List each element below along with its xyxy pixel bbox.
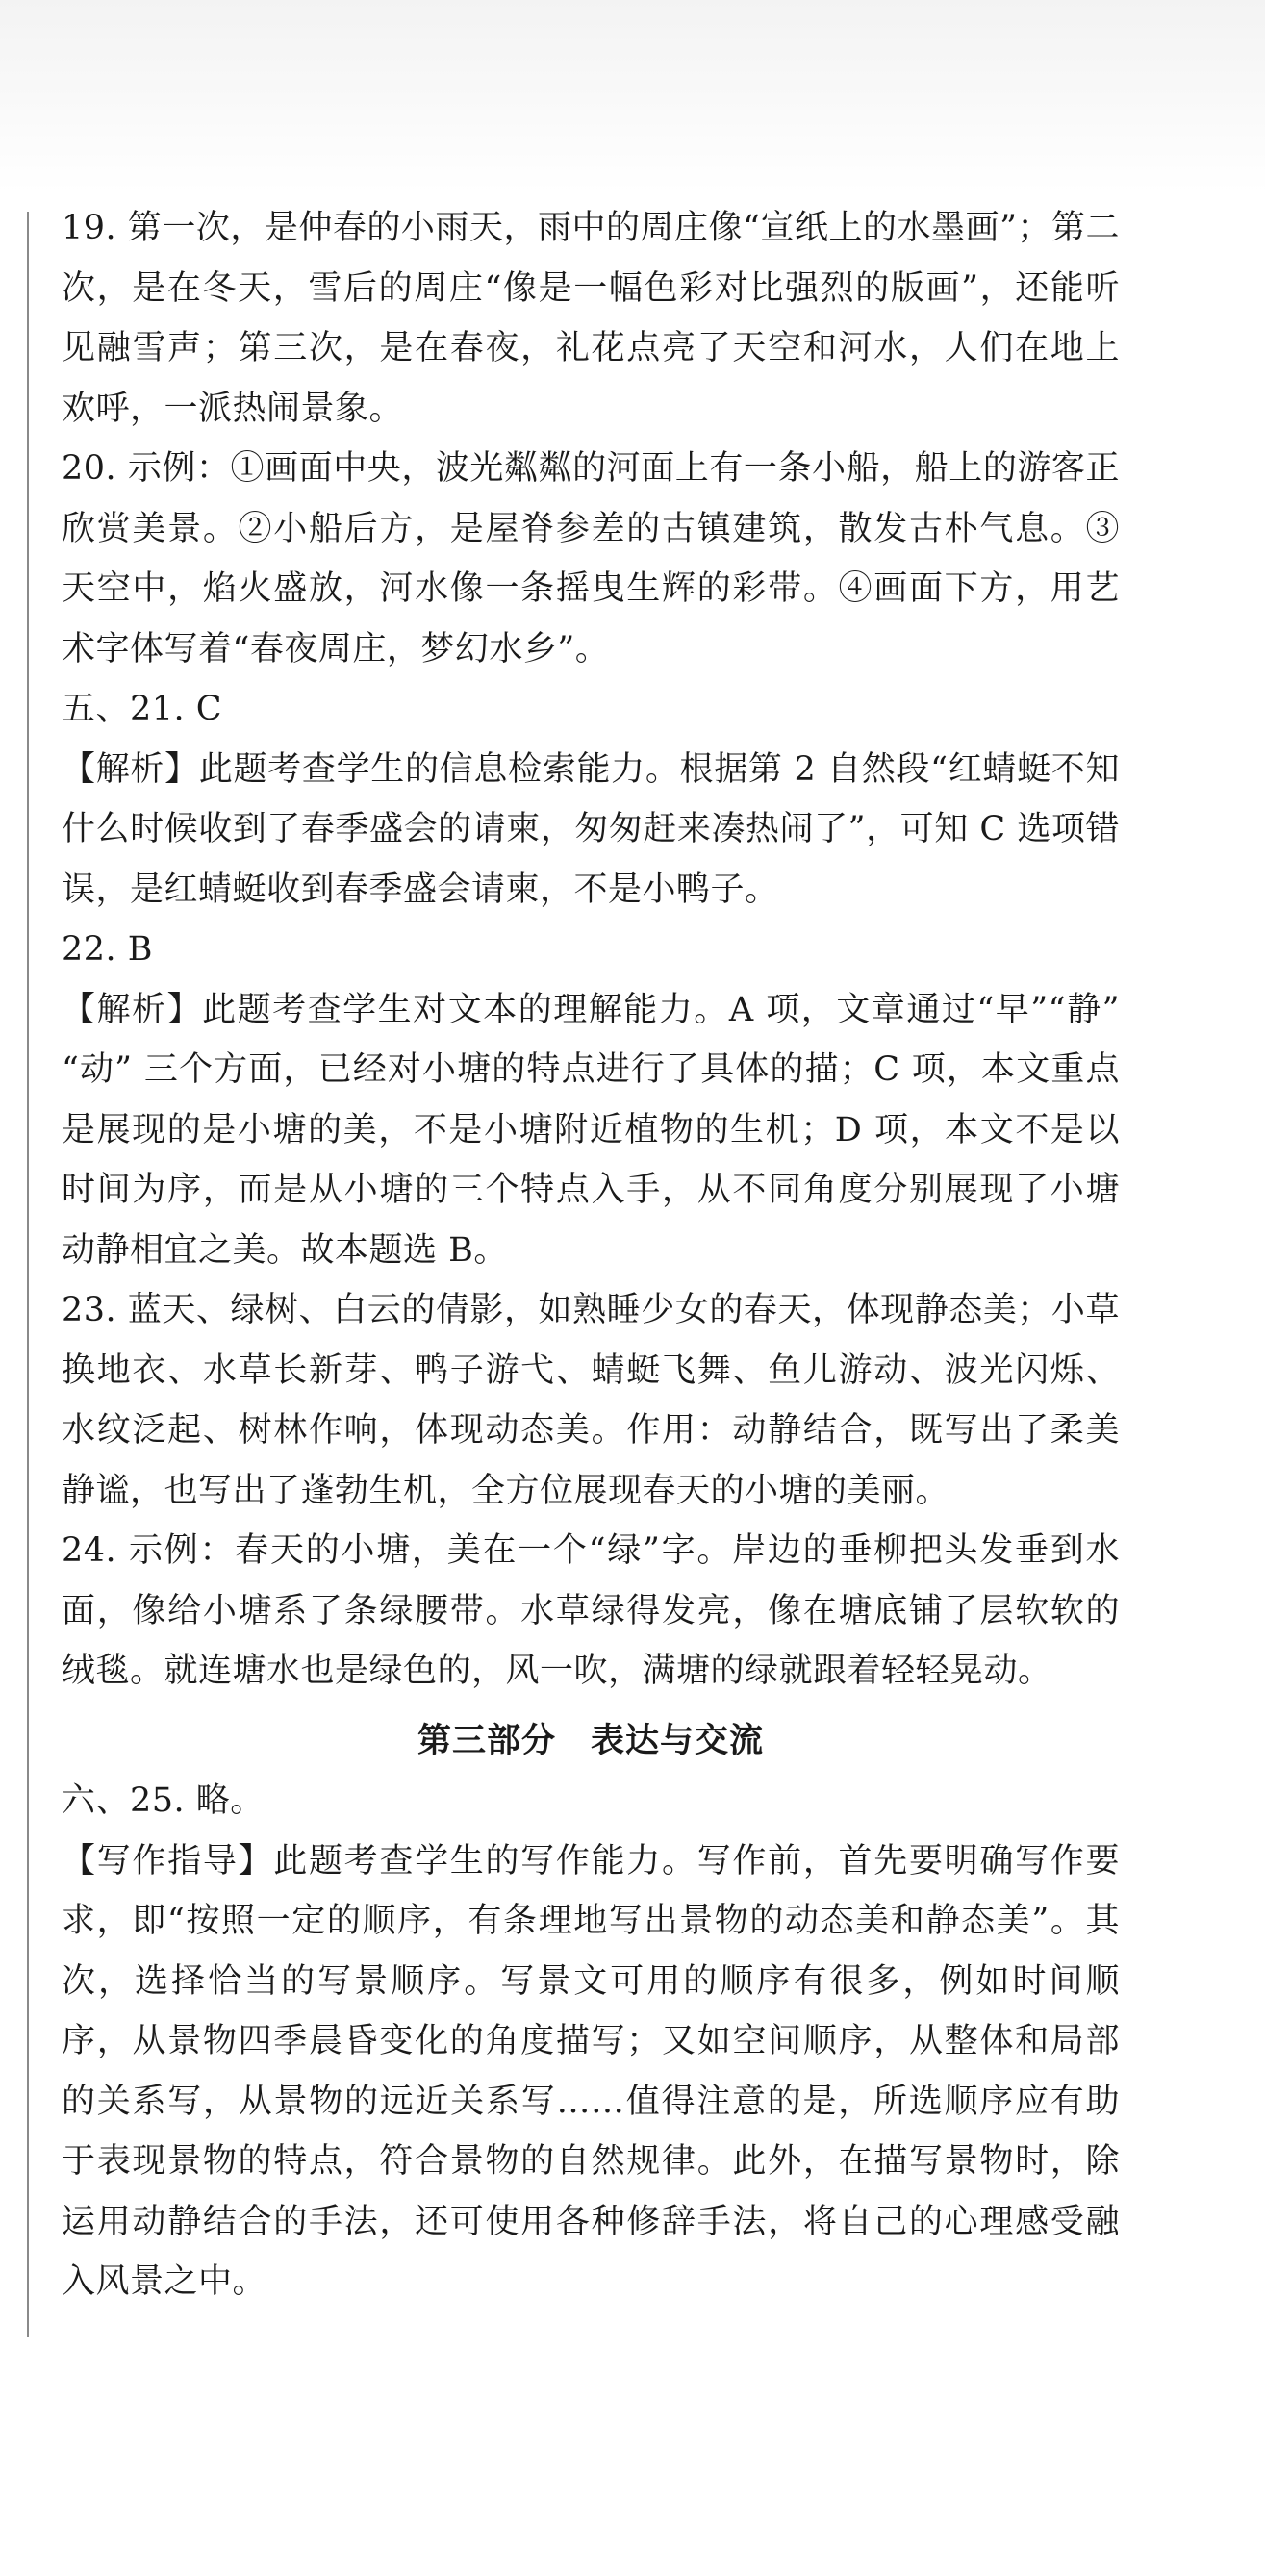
answer-19: 19. 第一次，是仲春的小雨天，雨中的周庄像“宣纸上的水墨画”；第二次，是在冬天，雪后的周庄“像是一幅色彩对比强烈的版画”，还能听见融雪声；第三次，是在春夜，礼花点亮了天空和河水，人们在地上欢呼，一派热闹景象。 <box>62 209 1120 428</box>
answer-24: 24. 示例：春天的小塘，美在一个“绿”字。岸边的垂柳把头发垂到水面，像给小塘系了条绿腰带。水草绿得发亮，像在塘底铺了层软软的绒毯。就连塘水也是绿色的，风一吹，满塘的绿就跟着轻轻晃动。 <box>62 1531 1120 1690</box>
margin-rule <box>27 212 29 2337</box>
answer-25: 六、25. 略。 <box>62 1781 265 1820</box>
answer-21: 五、21. C <box>62 690 223 728</box>
writing-guide-25: 【写作指导】此题考查学生的写作能力。写作前，首先要明确写作要求，即“按照一定的顺序，有条理地写出景物的动态美和静态美”。其次，选择恰当的写景顺序。写景文可用的顺序有很多，例如时间顺序，从景物四季晨昏变化的角度描写；又如空间顺序，从整体和局部的关系写，从景物的远近关系写……值得注意的是，所选顺序应有助于表现景物的特点，符合景物的自然规律。此外，在描写景物时，除运用动静结合的手法，还可使用各种修辞手法，将自己的心理感受融入风景之中。 <box>62 1841 1120 2301</box>
part-three-title: 表达与交流 <box>591 1721 765 1760</box>
analysis-21: 【解析】此题考查学生的信息检索能力。根据第 2 自然段“红蜻蜓不知什么时候收到了春季盛会的请柬，匆匆赶来凑热闹了”，可知 C 选项错误，是红蜻蜓收到春季盛会请柬，不是小鸭子。 <box>62 749 1120 909</box>
analysis-22: 【解析】此题考查学生对文本的理解能力。A 项，文章通过“早”“静” “动” 三个方面，已经对小塘的特点进行了具体的描；C 项，本文重点是展现的是小塘的美，不是小塘附近植物的生机；D 项，本文不是以时间为序，而是从小塘的三个特点入手，从不同角度分别展现了小塘动静相宜之美。故本题选 B。 <box>62 990 1120 1270</box>
part-three-heading <box>62 1711 1120 1772</box>
answer-content <box>62 198 1120 2312</box>
answer-23: 23. 蓝天、绿树、白云的倩影，如熟睡少女的春天，体现静态美；小草换地衣、水草长新芽、鸭子游弋、蜻蜓飞舞、鱼儿游动、波光闪烁、水纹泛起、树林作响，体现动态美。作用：动静结合，既写出了柔美静谧，也写出了蓬勃生机，全方位展现春天的小塘的美丽。 <box>62 1291 1120 1510</box>
answer-22: 22. B <box>62 930 154 969</box>
answer-20: 20. 示例：①画面中央，波光粼粼的河面上有一条小船，船上的游客正欣赏美景。②小船后方，是屋脊参差的古镇建筑，散发古朴气息。③天空中，焰火盛放，河水像一条摇曳生辉的彩带。④画面下方，用艺术字体写着“春夜周庄，梦幻水乡”。 <box>62 449 1120 669</box>
part-three-label: 第三部分 <box>417 1721 556 1760</box>
page-top-shading <box>0 0 1265 192</box>
